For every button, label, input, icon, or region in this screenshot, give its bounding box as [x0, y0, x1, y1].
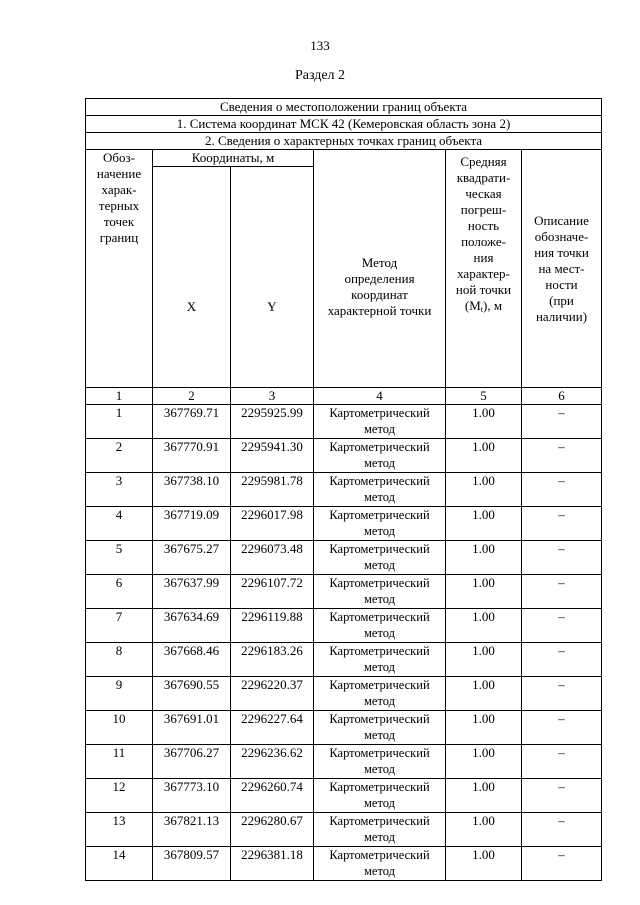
point-number: 11 — [86, 745, 153, 779]
coord-y: 2295925.99 — [231, 405, 314, 439]
header-y: Y — [231, 167, 314, 388]
error-value: 1.00 — [446, 711, 522, 745]
description: – — [522, 541, 602, 575]
method: Картометрический метод — [314, 813, 446, 847]
method: Картометрический метод — [314, 507, 446, 541]
table-row — [86, 677, 602, 711]
point-number: 12 — [86, 779, 153, 813]
table-title: Сведения о местоположении границ объекта — [86, 99, 602, 116]
coord-x: 367773.10 — [153, 779, 231, 813]
description: – — [522, 745, 602, 779]
column-number: 5 — [446, 388, 522, 405]
error-value: 1.00 — [446, 609, 522, 643]
method: Картометрический метод — [314, 677, 446, 711]
table-row — [86, 779, 602, 813]
error-value: 1.00 — [446, 541, 522, 575]
coord-x: 367690.55 — [153, 677, 231, 711]
point-number: 7 — [86, 609, 153, 643]
table-row — [86, 507, 602, 541]
point-number: 9 — [86, 677, 153, 711]
description: – — [522, 711, 602, 745]
error-value: 1.00 — [446, 473, 522, 507]
point-number: 5 — [86, 541, 153, 575]
description: – — [522, 507, 602, 541]
table-row — [86, 847, 602, 881]
table-row — [86, 813, 602, 847]
method: Картометрический метод — [314, 575, 446, 609]
description: – — [522, 439, 602, 473]
error-value: 1.00 — [446, 745, 522, 779]
header-method: Метод определения координат характерной точки — [314, 150, 446, 388]
coord-y: 2296107.72 — [231, 575, 314, 609]
error-value: 1.00 — [446, 507, 522, 541]
coord-y: 2295981.78 — [231, 473, 314, 507]
method: Картометрический метод — [314, 439, 446, 473]
coord-y: 2296183.26 — [231, 643, 314, 677]
coordinate-system: 1. Система координат МСК 42 (Кемеровская область зона 2) — [86, 116, 602, 133]
table-row — [86, 609, 602, 643]
coord-x: 367770.91 — [153, 439, 231, 473]
table-row — [86, 439, 602, 473]
column-numbers-row — [86, 388, 602, 405]
table-row — [86, 575, 602, 609]
table-row — [86, 711, 602, 745]
header-x: X — [153, 167, 231, 388]
error-value: 1.00 — [446, 813, 522, 847]
coord-y: 2296220.37 — [231, 677, 314, 711]
description: – — [522, 575, 602, 609]
coord-y: 2296017.98 — [231, 507, 314, 541]
table-row — [86, 541, 602, 575]
coord-y: 2296073.48 — [231, 541, 314, 575]
point-number: 14 — [86, 847, 153, 881]
description: – — [522, 847, 602, 881]
coord-x: 367691.01 — [153, 711, 231, 745]
coord-x: 367809.57 — [153, 847, 231, 881]
point-number: 3 — [86, 473, 153, 507]
table-row — [86, 473, 602, 507]
method: Картометрический метод — [314, 473, 446, 507]
boundary-points-table — [85, 98, 602, 881]
point-number: 2 — [86, 439, 153, 473]
error-value: 1.00 — [446, 575, 522, 609]
coord-x: 367706.27 — [153, 745, 231, 779]
method: Картометрический метод — [314, 643, 446, 677]
description: – — [522, 677, 602, 711]
error-value: 1.00 — [446, 779, 522, 813]
section-title: Раздел 2 — [294, 68, 346, 83]
description: – — [522, 779, 602, 813]
method: Картометрический метод — [314, 847, 446, 881]
method: Картометрический метод — [314, 541, 446, 575]
table-subtitle: 2. Сведения о характерных точках границ объекта — [86, 133, 602, 150]
description: – — [522, 473, 602, 507]
coord-x: 367769.71 — [153, 405, 231, 439]
header-error-tail: ), м — [483, 298, 503, 313]
table-row — [86, 745, 602, 779]
coord-y: 2296381.18 — [231, 847, 314, 881]
description: – — [522, 813, 602, 847]
column-number: 1 — [86, 388, 153, 405]
header-error-sub: t — [480, 305, 484, 314]
point-number: 8 — [86, 643, 153, 677]
coord-y: 2296280.67 — [231, 813, 314, 847]
table-row — [86, 643, 602, 677]
coord-y: 2296236.62 — [231, 745, 314, 779]
column-number: 6 — [522, 388, 602, 405]
coord-x: 367719.09 — [153, 507, 231, 541]
error-value: 1.00 — [446, 677, 522, 711]
header-error — [446, 150, 522, 388]
point-number: 4 — [86, 507, 153, 541]
point-number: 10 — [86, 711, 153, 745]
error-value: 1.00 — [446, 643, 522, 677]
method: Картометрический метод — [314, 609, 446, 643]
method: Картометрический метод — [314, 711, 446, 745]
coord-y: 2296260.74 — [231, 779, 314, 813]
column-number: 3 — [231, 388, 314, 405]
column-number: 4 — [314, 388, 446, 405]
page-number: 133 — [310, 38, 330, 53]
description: – — [522, 405, 602, 439]
column-number: 2 — [153, 388, 231, 405]
table-row — [86, 405, 602, 439]
method: Картометрический метод — [314, 745, 446, 779]
point-number: 1 — [86, 405, 153, 439]
header-coordinates: Координаты, м — [153, 150, 314, 167]
coord-x: 367637.99 — [153, 575, 231, 609]
coord-y: 2296227.64 — [231, 711, 314, 745]
method: Картометрический метод — [314, 779, 446, 813]
description: – — [522, 643, 602, 677]
coord-x: 367675.27 — [153, 541, 231, 575]
header-description: Описание обозначе- ния точки на мест- ности (при наличии) — [522, 150, 602, 388]
coord-x: 367738.10 — [153, 473, 231, 507]
error-value: 1.00 — [446, 405, 522, 439]
error-value: 1.00 — [446, 439, 522, 473]
coord-x: 367634.69 — [153, 609, 231, 643]
coord-x: 367668.46 — [153, 643, 231, 677]
error-value: 1.00 — [446, 847, 522, 881]
description: – — [522, 609, 602, 643]
coord-y: 2296119.88 — [231, 609, 314, 643]
header-error-main: Средняя квадрати- ческая погреш- ность положе- ния характер- ной точки (M — [455, 154, 512, 313]
method: Картометрический метод — [314, 405, 446, 439]
coord-y: 2295941.30 — [231, 439, 314, 473]
header-designation: Обоз- начение харак- терных точек границ — [86, 150, 153, 388]
coord-x: 367821.13 — [153, 813, 231, 847]
point-number: 13 — [86, 813, 153, 847]
point-number: 6 — [86, 575, 153, 609]
